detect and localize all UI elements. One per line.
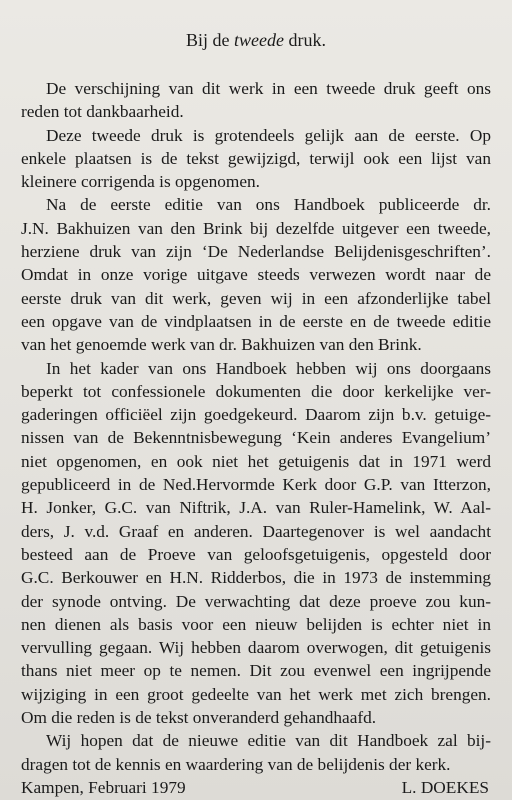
text-line: J.N. Bakhuizen van den Brink bij dezelfde uitgever een tweede, bbox=[21, 218, 491, 238]
text-line: Om die reden is de tekst onveranderd gehandhaafd. bbox=[21, 708, 377, 728]
text-line: Na de eerste editie van ons Handboek publiceerde dr. bbox=[46, 195, 491, 215]
text-line: kleinere corrigenda is opgenomen. bbox=[21, 172, 260, 192]
text-line: eerste druk van dit werk, geven wij in een afzonderlijke tabel bbox=[21, 288, 491, 308]
preface-body bbox=[21, 77, 491, 799]
text-line: vervulling gegaan. Wij hebben daarom overwogen, dit getuigenis bbox=[21, 638, 491, 658]
text-line: gepubliceerd in de Ned.Hervormde Kerk door G.P. van Itterzon, bbox=[21, 475, 491, 495]
heading-emphasis: tweede bbox=[234, 30, 284, 50]
paragraph bbox=[21, 193, 491, 356]
text-line: dragen tot de kennis en waardering van de belijdenis der kerk. bbox=[21, 754, 451, 774]
text-line: De verschijning van dit werk in een tweede druk geeft ons bbox=[46, 79, 491, 98]
text-line: Omdat in onze vorige uitgave steeds verwezen wordt naar de bbox=[21, 265, 491, 285]
text-line: nen dienen als basis voor een nieuw belijden is echter niet in bbox=[21, 614, 491, 634]
heading-suffix: druk. bbox=[283, 30, 326, 50]
text-line: der synode ontving. De verwachting dat deze proeve zou kun- bbox=[21, 591, 491, 611]
paragraph bbox=[21, 124, 491, 194]
signature-line bbox=[21, 776, 491, 799]
paragraph bbox=[21, 77, 491, 124]
text-line: van het genoemde werk van dr. Bakhuizen van den Brink. bbox=[21, 335, 422, 355]
text-line: In het kader van ons Handboek hebben wij ons doorgaans bbox=[46, 358, 491, 378]
paragraph bbox=[21, 357, 491, 730]
text-line: wijziging in een groot gedeelte van het werk met zich brengen. bbox=[21, 684, 491, 704]
text-line: ders, J. v.d. Graaf en anderen. Daartegenover is wel aandacht bbox=[21, 521, 491, 541]
text-line: een opgave van de vindplaatsen in de eerste en de tweede editie bbox=[21, 311, 491, 331]
heading-prefix: Bij de bbox=[186, 30, 234, 50]
text-line: niet opgenomen, en ook niet het getuigenis dat in 1971 werd bbox=[21, 451, 491, 471]
text-line: Wij hopen dat de nieuwe editie van dit Handboek zal bij- bbox=[46, 731, 491, 751]
text-line: besteed aan de Proeve van geloofsgetuigenis, opgesteld door bbox=[21, 544, 491, 564]
text-line: H. Jonker, G.C. van Niftrik, J.A. van Ruler-Hamelink, W. Aal- bbox=[21, 498, 491, 518]
text-line: thans niet meer op te nemen. Dit zou evenwel een ingrijpende bbox=[21, 661, 491, 681]
text-line: beperkt tot confessionele dokumenten die door kerkelijke ver- bbox=[21, 381, 491, 401]
author-name: L. DOEKES bbox=[401, 777, 489, 797]
place-date: Kampen, Februari 1979 bbox=[21, 777, 186, 797]
text-line: gaderingen officiëel zijn goedgekeurd. Daarom zijn b.v. getuige- bbox=[21, 405, 491, 425]
text-line: nissen van de Bekenntnisbewegung ‘Kein anderes Evangelium’ bbox=[21, 428, 491, 448]
text-line: G.C. Berkouwer en H.N. Ridderbos, die in 1973 de instemming bbox=[21, 568, 491, 588]
text-line: herziene druk van zijn ‘De Nederlandse Belijdenisgeschriften’. bbox=[21, 242, 491, 262]
text-line: Deze tweede druk is grotendeels gelijk aan de eerste. Op bbox=[46, 125, 491, 145]
text-line: enkele plaatsen is de tekst gewijzigd, terwijl ook een lijst van bbox=[21, 148, 491, 168]
paragraph bbox=[21, 729, 491, 776]
text-line: reden tot dankbaarheid. bbox=[21, 102, 184, 122]
page-heading bbox=[0, 29, 512, 51]
